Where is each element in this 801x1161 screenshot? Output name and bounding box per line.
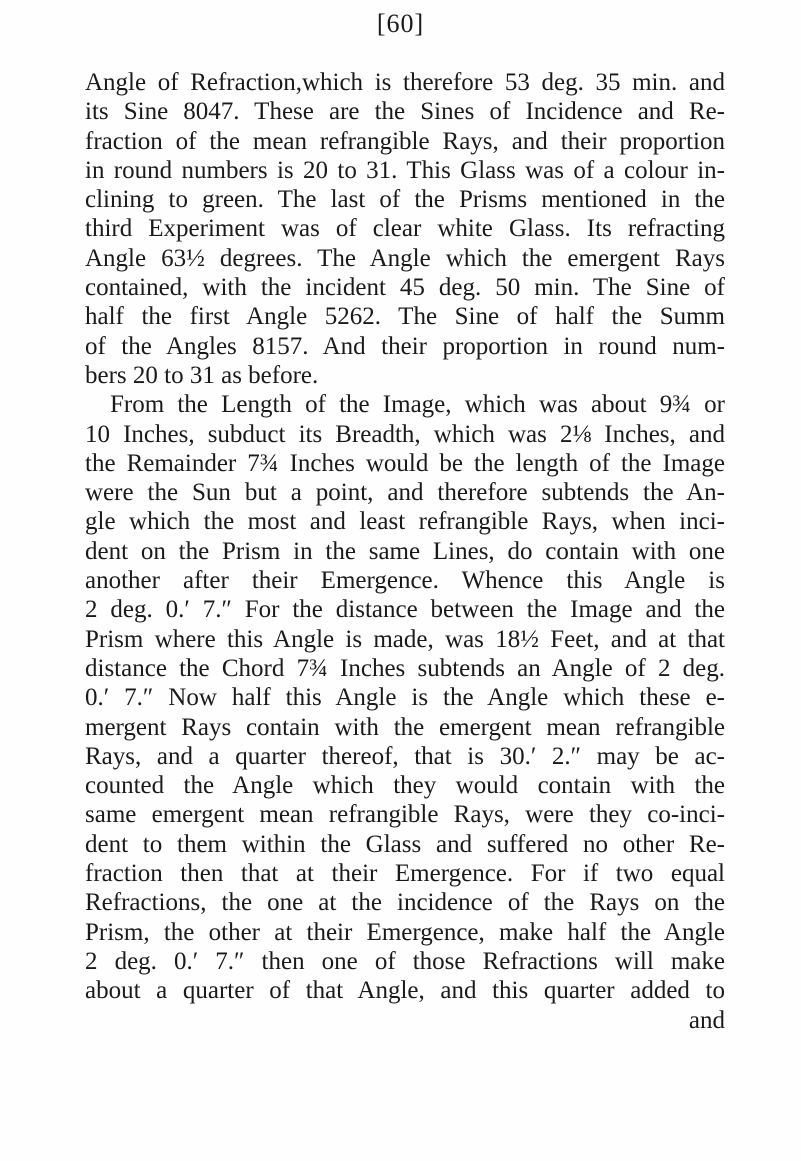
- text-line: in round numbers is 20 to 31. This Glass was of a colour in-: [85, 156, 725, 184]
- text-line: about a quarter of that Angle, and this quarter added to: [85, 977, 725, 1005]
- text-line: fraction then that at their Emergence. For if two equal: [85, 860, 725, 888]
- body-text: [85, 68, 725, 1035]
- text-line: the Remainder 7¾ Inches would be the length of the Image: [85, 449, 725, 477]
- text-line: contained, with the incident 45 deg. 50 min. The Sine of: [85, 274, 725, 302]
- text-line: same emergent mean refrangible Rays, were they co-inci-: [85, 801, 725, 829]
- text-line: 2 deg. 0.′ 7.″ For the distance between the Image and the: [85, 596, 725, 624]
- text-line: were the Sun but a point, and therefore subtends the An-: [85, 479, 725, 507]
- text-line: third Experiment was of clear white Glass. Its refracting: [85, 215, 725, 243]
- text-line: Prism where this Angle is made, was 18½ Feet, and at that: [85, 625, 725, 653]
- text-line: Angle 63½ degrees. The Angle which the emergent Rays: [85, 244, 725, 272]
- text-line: its Sine 8047. These are the Sines of Incidence and Re-: [85, 98, 725, 126]
- text-line: dent to them within the Glass and suffered no other Re-: [85, 830, 725, 858]
- text-line: of the Angles 8157. And their proportion in round num-: [85, 332, 725, 360]
- text-line: another after their Emergence. Whence this Angle is: [85, 567, 725, 595]
- text-line: Rays, and a quarter thereof, that is 30.′ 2.″ may be ac-: [85, 742, 725, 770]
- text-line: dent on the Prism in the same Lines, do contain with one: [85, 537, 725, 565]
- page-number: [60]: [376, 9, 425, 38]
- text-line: Angle of Refraction,which is therefore 53 deg. 35 min. and: [85, 69, 725, 96]
- text-line: bers 20 to 31 as before.: [85, 361, 319, 389]
- text-line: gle which the most and least refrangible Rays, when inci-: [85, 508, 725, 536]
- text-line: half the first Angle 5262. The Sine of half the Summ: [85, 303, 725, 331]
- text-line: counted the Angle which they would contain with the: [85, 772, 725, 800]
- text-line: Refractions, the one at the incidence of the Rays on the: [85, 889, 725, 917]
- text-line: mergent Rays contain with the emergent mean refrangible: [85, 713, 725, 741]
- paragraph-start-line: From the Length of the Image, which was about 9¾ or: [110, 391, 725, 419]
- text-line: clining to green. The last of the Prisms mentioned in the: [85, 186, 725, 214]
- text-line: distance the Chord 7¾ Inches subtends an Angle of 2 deg.: [85, 654, 725, 682]
- text-line: 0.′ 7.″ Now half this Angle is the Angle which these e-: [85, 684, 725, 712]
- text-line: fraction of the mean refrangible Rays, and their proportion: [85, 127, 725, 155]
- text-line: Prism, the other at their Emergence, make half the Angle: [85, 918, 725, 946]
- catchword: and: [688, 1006, 725, 1034]
- text-line: 10 Inches, subduct its Breadth, which was 2⅛ Inches, and: [85, 420, 725, 448]
- text-line: 2 deg. 0.′ 7.″ then one of those Refractions will make: [85, 947, 725, 975]
